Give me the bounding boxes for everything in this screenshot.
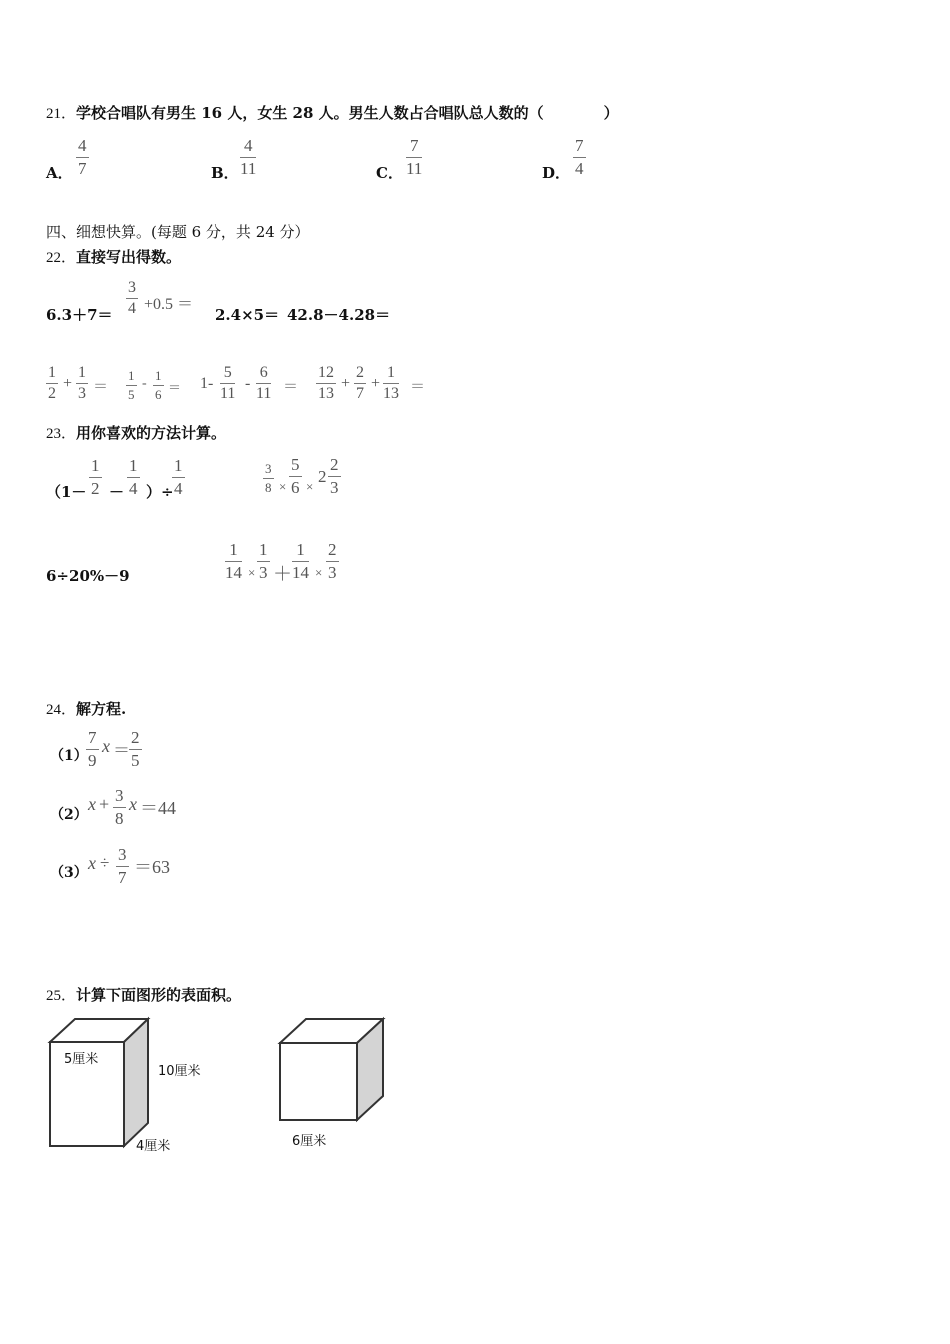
q24-eq2-rhs: ＝44 <box>140 798 176 818</box>
q22-expr-4: 42.8－4.28＝ <box>287 306 391 324</box>
q23-expr4-op2: ＋ <box>273 564 293 585</box>
q25-cuboid <box>50 1019 148 1146</box>
q22-text: 直接写出得数。 <box>76 248 182 266</box>
q23-expr2-op1: × <box>279 479 287 494</box>
q25-text: 计算下面图形的表面积。 <box>76 986 242 1004</box>
q25-number: 25． <box>46 988 77 1004</box>
q23-expr1-minus: － <box>109 483 125 501</box>
q23-expr2-op2: × <box>306 479 314 494</box>
section4-title: 四、细想快算。(每题 6 分，共 24 分） <box>46 223 310 241</box>
q23-expr1-frac2: $\frac{1}{4}$ <box>129 456 138 498</box>
q22-row2-d-op2: + <box>371 375 381 392</box>
q24-eq1-frac1: $\frac{7}{9}$ <box>88 728 97 770</box>
cuboid-width-label: 5厘米 <box>64 1052 99 1067</box>
q25-cube <box>280 1019 383 1120</box>
q24-eq1-x: x <box>102 736 110 756</box>
cube-edge-label: 6厘米 <box>292 1134 327 1149</box>
q22-row2-b-eq: ＝ <box>168 380 182 395</box>
q24-eq3-frac: $\frac{3}{7}$ <box>118 845 127 887</box>
q23-expr4-frac4: $\frac{2}{3}$ <box>328 540 337 582</box>
q24-eq3-div: ÷ <box>100 853 110 872</box>
q22-row2-d-frac3: $\frac{1}{13}$ <box>383 364 399 402</box>
q22-row2-c-prefix: 1- <box>200 375 214 392</box>
q23-expr4-frac2: $\frac{1}{3}$ <box>259 540 268 582</box>
q21-number: 21． <box>46 106 77 122</box>
q21-option-d-label: D． <box>542 164 571 182</box>
q21-option-b-fraction: $\frac{4}{11}$ <box>240 136 257 178</box>
q22-row2-c-frac1: $\frac{5}{11}$ <box>220 364 236 402</box>
q23-expr4-op3: × <box>315 565 323 580</box>
q21-option-a-fraction: $\frac{4}{7}$ <box>78 136 87 178</box>
cuboid-depth-label: 4厘米 <box>136 1139 171 1154</box>
q23-expr4-frac3: $\frac{1}{14}$ <box>292 540 309 582</box>
q21-text: 学校合唱队有男生 16 人，女生 28 人。男生人数占合唱队总人数的（ ） <box>76 104 619 122</box>
q22-row2-b-frac2: $\frac{1}{6}$ <box>155 368 162 402</box>
q23-expr4-frac1: $\frac{1}{14}$ <box>225 540 242 582</box>
q21-option-d-fraction: $\frac{7}{4}$ <box>575 136 584 178</box>
q24-eq1-eq: ＝ <box>113 741 130 760</box>
q23-expr2-whole: 2 <box>318 467 327 486</box>
q22-row2-d-op1: + <box>341 375 351 392</box>
q24-eq2-x2: x <box>129 794 137 814</box>
q23-number: 23． <box>46 426 77 442</box>
q22-row2-b-frac1: $\frac{1}{5}$ <box>128 368 135 402</box>
q22-row2-a-op: + <box>63 375 73 392</box>
q24-eq3-label: （3） <box>50 865 88 881</box>
q21-option-c-fraction: $\frac{7}{11}$ <box>406 136 423 178</box>
q23-expr1-open: （1－ <box>46 483 87 501</box>
q22-expr-1: 6.3＋7＝ <box>46 306 113 324</box>
q23-expr1-close: ）÷ <box>146 483 174 501</box>
q23-expr2-frac3: $\frac{2}{3}$ <box>330 455 339 497</box>
q22-row2-c-op: - <box>245 375 251 392</box>
q23-expr4-op1: × <box>248 565 256 580</box>
q24-eq2-plus: + <box>99 794 110 814</box>
q23-text: 用你喜欢的方法计算。 <box>76 424 227 442</box>
q23-expr1-frac3: $\frac{1}{4}$ <box>174 456 183 498</box>
q24-eq2-frac: $\frac{3}{8}$ <box>115 786 124 828</box>
q22-expr-2-fraction: $\frac{3}{4}$ <box>128 279 136 317</box>
q22-expr-2-rest: +0.5 ＝ <box>144 296 194 313</box>
cuboid-height-label: 10厘米 <box>158 1064 201 1079</box>
q22-row2-d-frac2: $\frac{2}{7}$ <box>356 364 364 402</box>
q21-option-b-label: B． <box>211 164 239 182</box>
q22-row2-a-eq: ＝ <box>93 379 109 395</box>
q21-option-a-label: A． <box>46 164 73 182</box>
cuboid-side-face <box>124 1019 148 1146</box>
q24-eq1-frac2: $\frac{2}{5}$ <box>131 728 140 770</box>
q22-row2-d-frac1: $\frac{12}{13}$ <box>318 364 334 402</box>
q22-expr-3: 2.4×5＝ <box>215 306 280 324</box>
q23-expr2-frac1: $\frac{3}{8}$ <box>265 461 272 495</box>
cube-front-face <box>280 1043 357 1120</box>
q22-number: 22． <box>46 250 77 266</box>
q24-eq3-rhs: ＝63 <box>134 857 170 877</box>
q23-expr1-frac1: $\frac{1}{2}$ <box>91 456 100 498</box>
q24-eq2-x1: x <box>88 794 96 814</box>
q24-eq1-label: （1） <box>50 748 88 764</box>
q23-expr2-frac2: $\frac{5}{6}$ <box>291 455 300 497</box>
q22-row2-a-frac2: $\frac{1}{3}$ <box>78 364 86 402</box>
q23-expr3: 6÷20%－9 <box>46 567 130 585</box>
q21-option-c-label: C． <box>376 164 403 182</box>
q24-eq2-label: （2） <box>50 807 88 823</box>
q24-eq3-x: x <box>88 853 96 873</box>
q24-number: 24． <box>46 702 77 718</box>
q22-row2-c-eq: ＝ <box>283 379 299 395</box>
q22-row2-d-eq: ＝ <box>410 379 426 395</box>
q22-row2-c-frac2: $\frac{6}{11}$ <box>256 364 272 402</box>
q22-row2-a-frac1: $\frac{1}{2}$ <box>48 364 56 402</box>
q22-row2-b-op: - <box>142 376 147 391</box>
q24-text: 解方程. <box>76 700 127 718</box>
